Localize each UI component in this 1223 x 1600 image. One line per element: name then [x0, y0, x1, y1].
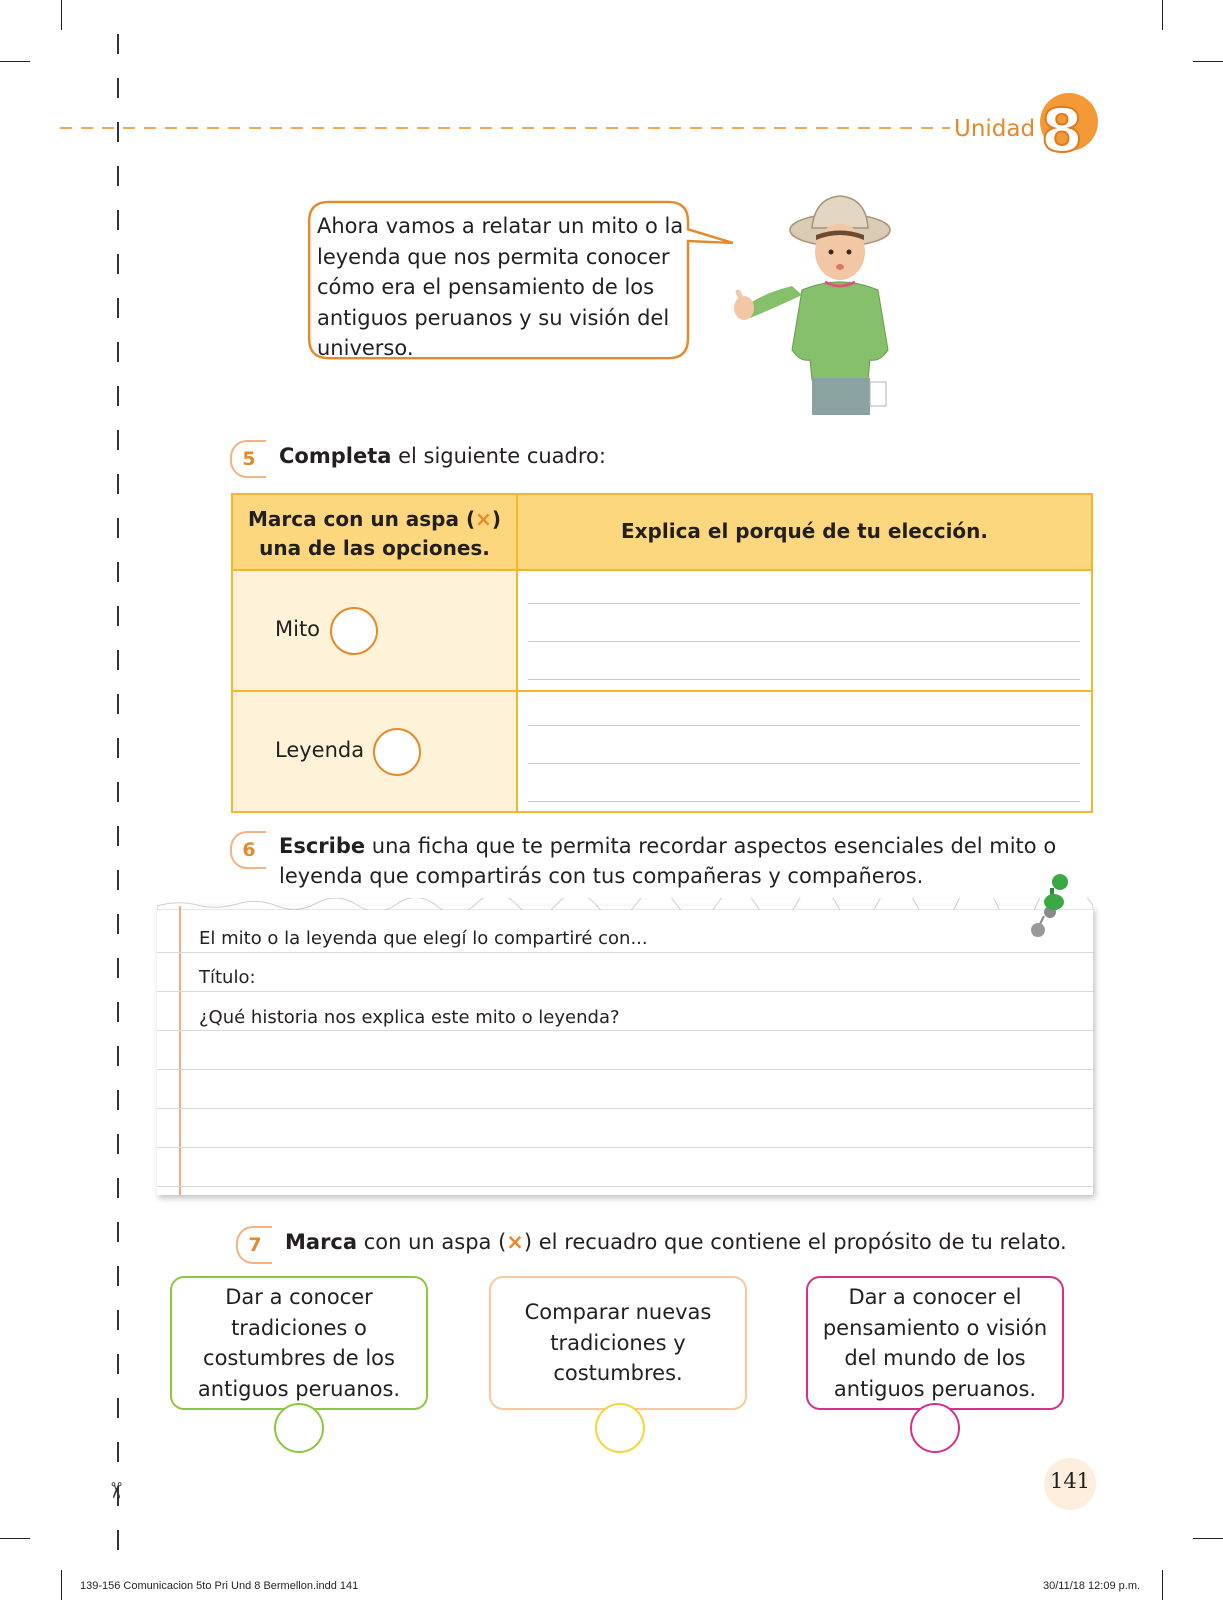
- leyenda-choice-circle[interactable]: [373, 728, 421, 776]
- purpose-choice-circle[interactable]: [274, 1403, 324, 1453]
- header-left-part-b: ): [491, 507, 502, 531]
- activity7-text-a: con un aspa (: [357, 1230, 507, 1254]
- writing-line[interactable]: [528, 641, 1080, 642]
- card-line: [157, 991, 1093, 992]
- cut-guide-dash: [117, 870, 119, 890]
- cut-guide-dash: [117, 1002, 119, 1022]
- cut-guide-dash: [117, 1354, 119, 1374]
- torn-edge: [157, 898, 1093, 910]
- activity5-text: el siguiente cuadro:: [391, 444, 606, 468]
- activity6-text-line2: leyenda que compartirás con tus compañeras y compañeros.: [279, 864, 924, 888]
- card-line: [157, 1030, 1093, 1031]
- cut-guide-dash: [117, 122, 119, 142]
- activity5-instruction: [279, 441, 606, 471]
- header-left-line2: una de las opciones.: [259, 536, 490, 560]
- cut-guide-dash: [117, 914, 119, 934]
- activity6-instruction: [279, 831, 1079, 891]
- cut-guide-dash: [117, 342, 119, 362]
- purpose-option-worldview: [806, 1276, 1064, 1410]
- cut-guide-dash: [117, 386, 119, 406]
- cut-guide-dash: [117, 34, 119, 54]
- cut-guide-dash: [117, 1398, 119, 1418]
- crop-mark: [1193, 61, 1223, 62]
- crop-mark: [61, 1570, 62, 1600]
- card-line: [157, 952, 1093, 953]
- table-header-left-text: [233, 505, 516, 563]
- writing-line[interactable]: [528, 763, 1080, 764]
- scissors-icon: ✂: [102, 1481, 128, 1500]
- cut-guide-dash: [117, 650, 119, 670]
- crop-mark: [0, 61, 30, 62]
- activity-number-badge: 7: [236, 1226, 272, 1264]
- activity-number-badge: 5: [230, 440, 266, 478]
- cut-guide-dash: [117, 1530, 119, 1550]
- option-label: Mito: [275, 617, 321, 641]
- writing-line[interactable]: [528, 801, 1080, 802]
- activity7-verb: Marca: [285, 1230, 358, 1254]
- speech-bubble-text: Ahora vamos a relatar un mito o la leyenda que nos permita conocer cómo era el pensamiento de los antiguos peruanos y su visión del universo.: [317, 214, 684, 360]
- cut-guide-dash: [117, 606, 119, 626]
- cut-guide-dash: [117, 694, 119, 714]
- writing-line[interactable]: [528, 679, 1080, 680]
- note-card: [157, 906, 1093, 1195]
- table-header-left: [233, 495, 518, 569]
- purpose-option-text: Dar a conocer el pensamiento o visión del mundo de los antiguos peruanos.: [822, 1285, 1048, 1401]
- cut-guide-dash: [117, 210, 119, 230]
- cut-guide-dash: [117, 1046, 119, 1066]
- mito-choice-circle[interactable]: [330, 607, 378, 655]
- card-line: [157, 1108, 1093, 1109]
- writing-line[interactable]: [528, 603, 1080, 604]
- header-dashed-line: [60, 126, 950, 130]
- purpose-option-text: Comparar nuevas tradiciones y costumbres.: [524, 1300, 712, 1386]
- crop-mark: [1162, 1570, 1163, 1600]
- purpose-option-traditions: [170, 1276, 428, 1410]
- purpose-option-compare: [489, 1276, 747, 1410]
- cut-guide-dash: [117, 738, 119, 758]
- table-header-right-text: Explica el porqué de tu elección.: [620, 519, 989, 543]
- x-mark-icon: ×: [506, 1230, 524, 1254]
- activity7-text-b: ) el recuadro que contiene el propósito de tu relato.: [523, 1230, 1067, 1254]
- unit-label: Unidad: [954, 116, 1036, 142]
- cut-guide-dash: [117, 826, 119, 846]
- activity7-instruction: [285, 1227, 1067, 1257]
- cut-guide-dash: [117, 1310, 119, 1330]
- boy-illustration: [730, 190, 905, 415]
- crop-mark: [61, 0, 62, 30]
- x-mark-icon: ×: [475, 507, 492, 531]
- table-vertical-divider: [516, 569, 518, 811]
- cut-guide-dash: [117, 298, 119, 318]
- card-field-story: ¿Qué historia nos explica este mito o leyenda?: [199, 1007, 620, 1028]
- card-field-title: Título:: [199, 967, 256, 988]
- activity6-text-line1: una ficha que te permita recordar aspectos esenciales del mito o: [365, 834, 1057, 858]
- purpose-choice-circle[interactable]: [910, 1403, 960, 1453]
- page-number: 141: [1049, 1469, 1091, 1493]
- footer-file-info: 139-156 Comunicacion 5to Pri Und 8 Bermellon.indd 141: [80, 1580, 359, 1592]
- crop-mark: [1162, 0, 1163, 30]
- purpose-choice-circle[interactable]: [595, 1403, 645, 1453]
- cut-guide-dash: [117, 1222, 119, 1242]
- purpose-option-text: Dar a conocer tradiciones o costumbres de los antiguos peruanos.: [197, 1285, 401, 1401]
- card-margin-line: [179, 906, 181, 1195]
- cut-guide-dash: [117, 254, 119, 274]
- cut-guide-dash: [117, 1178, 119, 1198]
- activity6-verb: Escribe: [279, 834, 366, 858]
- card-field-share-with: El mito o la leyenda que elegí lo compartiré con...: [199, 928, 648, 949]
- card-line: [157, 1186, 1093, 1187]
- cut-guide-dash: [117, 78, 119, 98]
- cut-guide-dash: [117, 474, 119, 494]
- header-left-part-a: Marca con un aspa (: [247, 507, 476, 531]
- cut-guide-dash: [117, 782, 119, 802]
- unit-number: 8: [1041, 96, 1083, 166]
- card-line: [157, 1069, 1093, 1070]
- footer-timestamp: 30/11/18 12:09 p.m.: [1043, 1580, 1141, 1592]
- card-line: [157, 1147, 1093, 1148]
- cut-guide-dash: [117, 518, 119, 538]
- cut-guide-dash: [117, 562, 119, 582]
- crop-mark: [1193, 1538, 1223, 1539]
- cut-guide-dash: [117, 166, 119, 186]
- activity5-verb: Completa: [279, 444, 392, 468]
- pushpin-icon: [1028, 872, 1078, 942]
- cut-guide-dash: [117, 1134, 119, 1154]
- cut-guide-dash: [117, 1442, 119, 1462]
- option-label: Leyenda: [275, 738, 365, 762]
- cut-guide-dash: [117, 430, 119, 450]
- table-header-right: [518, 495, 1091, 569]
- crop-mark: [0, 1538, 30, 1539]
- cut-guide-dash: [117, 1090, 119, 1110]
- cut-guide-dash: [117, 1266, 119, 1286]
- writing-line[interactable]: [528, 725, 1080, 726]
- cut-guide-dash: [117, 958, 119, 978]
- activity-number-badge: 6: [230, 831, 266, 869]
